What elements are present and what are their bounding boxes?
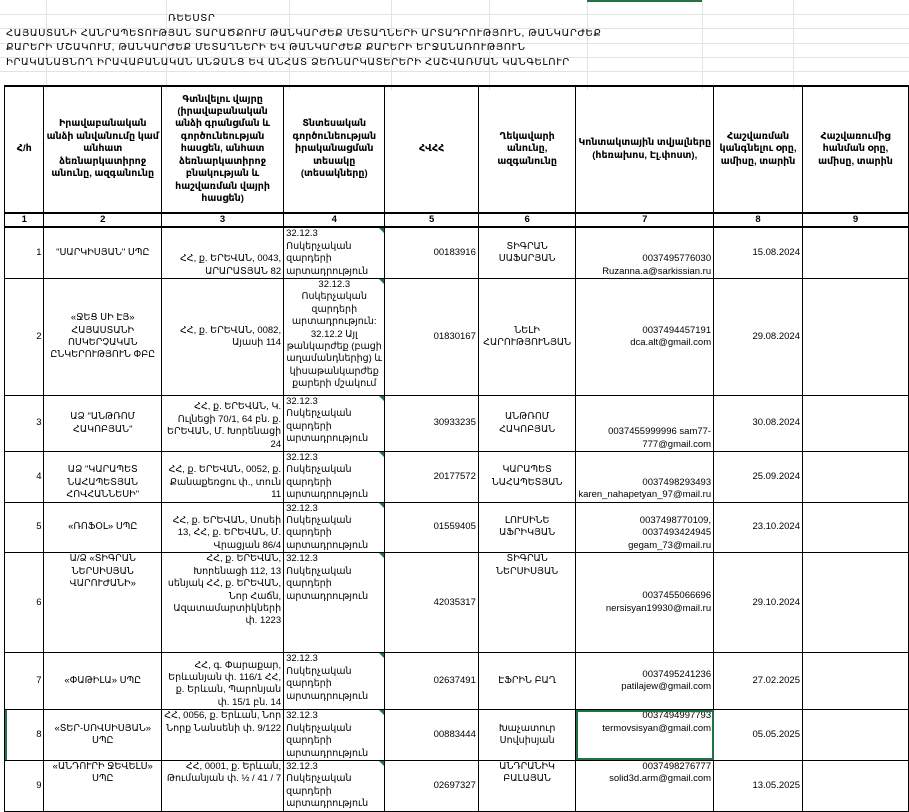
column-number[interactable]: 1 <box>5 213 44 227</box>
tax-id[interactable]: 20177572 <box>385 452 478 503</box>
row-number[interactable]: 3 <box>5 396 44 452</box>
row-number[interactable]: 5 <box>5 502 44 553</box>
header-cell[interactable]: Կոնտակտային տվյալները (հեռախոս, Էլ.փոստ), <box>576 86 714 213</box>
address[interactable]: ՀՀ, ք. ԵՐԵՎԱՆ, 0052, ք. Քանաքեռցու փ., տուն 11 <box>162 452 284 503</box>
activity[interactable] <box>284 279 385 396</box>
tax-id[interactable]: 42035317 <box>385 553 478 653</box>
table-row <box>5 653 909 710</box>
title-line-1[interactable]: ՀԱՅԱՍՏԱՆԻ ՀԱՆՐԱՊԵՏՈՒԹՅԱՆ ՏԱՐԱԾՔՈՒՄ ԹԱՆԿԱՐԺԵՔ ՄԵՏԱՂՆԵՐԻ ԱՐՏԱԴՐՈՒԹՅՈՒՆ, ԹԱՆԿԱՐԺԵՔ <box>6 27 602 39</box>
contact[interactable]: 0037498276777 solid3d.arm@gmail.com <box>576 760 714 811</box>
address[interactable]: ՀՀ, գ. Փարաքար, Երևանյան փ. 116/1 ՀՀ, ք. Երևան, Պարոնյան փ. 15/1 բն. 14 <box>162 653 284 710</box>
director-name[interactable]: ԱՆԴՐԱՆԻԿ ԲԱԼԱՅԱՆ <box>478 760 576 811</box>
comment-marker <box>379 279 384 284</box>
registration-date[interactable]: 13.05.2025 <box>714 760 803 811</box>
tax-id[interactable]: 01830167 <box>385 279 478 396</box>
header-cell[interactable]: Տնտեսական գործունեության իրականացման տեսակը (տեսակները) <box>284 86 385 213</box>
comment-marker <box>379 503 384 508</box>
title-block <box>6 12 602 70</box>
address[interactable]: ՀՀ, 0056, ք. Երևան, Նոր Նորք Նանսենի փ. 9/122 <box>162 710 284 761</box>
registration-date[interactable]: 30.08.2024 <box>714 396 803 452</box>
deregistration-date[interactable] <box>802 653 908 710</box>
contact[interactable]: 0037455999996 sam77-777@gmail.com <box>576 396 714 452</box>
table-row <box>5 502 909 553</box>
header-cell[interactable]: ՀՎՀՀ <box>385 86 478 213</box>
column-number[interactable]: 4 <box>284 213 385 227</box>
activity-text: 32.12.3 Ոսկերչական զարդերի արտադրություն <box>286 553 369 602</box>
tax-id[interactable]: 01559405 <box>385 502 478 553</box>
table-row <box>5 452 909 503</box>
activity-text: 32.12.3 Ոսկերչական զարդերի արտադրություն <box>286 710 369 759</box>
activity[interactable] <box>284 227 385 278</box>
column-number[interactable]: 5 <box>385 213 478 227</box>
row-number[interactable]: 9 <box>5 760 44 811</box>
comment-marker <box>379 653 384 658</box>
activity[interactable] <box>284 653 385 710</box>
company-name[interactable]: «ՋԵՑ ՍԻ ԷՅ» ՀԱՅԱՍՏԱՆԻ ՈՍԿԵՐՉԱԿԱՆ ԸՆԿԵՐՈՒԹՅՈՒՆ ՓԲԸ <box>44 279 162 396</box>
contact[interactable]: 0037495776030 Ruzanna.a@sarkissian.ru <box>576 227 714 278</box>
registration-date[interactable]: 05.05.2025 <box>714 710 803 761</box>
company-name[interactable]: «ՏԵՐ-ՍՈՎՍԻՍՅԱՆ» ՍՊԸ <box>44 710 162 761</box>
contact[interactable]: 0037495241236 patilajew@gmail.com <box>576 653 714 710</box>
title-line-2[interactable]: ՔԱՐԵՐԻ ՄՇԱԿՈՒՄ, ԹԱՆԿԱՐԺԵՔ ՄԵՏԱՂՆԵՐԻ ԵՎ ԹԱՆԿԱՐԺԵՔ ՔԱՐԵՐԻ ԵՐՋԱՆԱՌՈՒԹՅՈՒՆ <box>6 42 526 53</box>
activity-text: 32.12.3 Ոսկերչական զարդերի արտադրություն: 32.12.2 Այլ թանկարժեք (բացի աղամանդներից) և կիսաթանկարժեք քարերի մշակում <box>286 279 383 390</box>
table-row <box>5 553 909 653</box>
row-number[interactable]: 4 <box>5 452 44 503</box>
table-row <box>5 710 909 761</box>
comment-marker <box>379 761 384 766</box>
registration-date[interactable]: 29.08.2024 <box>714 279 803 396</box>
deregistration-date[interactable] <box>802 227 908 278</box>
table-row <box>5 396 909 452</box>
activity[interactable] <box>284 553 385 653</box>
activity[interactable] <box>284 452 385 503</box>
registration-date[interactable]: 29.10.2024 <box>714 553 803 653</box>
activity-text: 32.12.3 Ոսկերչական զարդերի արտադրություն <box>286 452 369 501</box>
row-number[interactable]: 6 <box>5 553 44 653</box>
row-number[interactable]: 7 <box>5 653 44 710</box>
tax-id[interactable]: 02637491 <box>385 653 478 710</box>
company-name[interactable]: ԱՁ "ԿԱՐԱՊԵՏ ՆԱՀԱՊԵՏՅԱՆ ՀՈՎՀԱՆՆԵՍԻ" <box>44 452 162 503</box>
comment-marker <box>379 710 384 715</box>
activity[interactable] <box>284 396 385 452</box>
row-number[interactable]: 8 <box>5 710 44 761</box>
activity[interactable] <box>284 760 385 811</box>
comment-marker <box>379 452 384 457</box>
tax-id[interactable]: 30933235 <box>385 396 478 452</box>
address[interactable]: ՀՀ, ք. ԵՐԵՎԱՆ, Խորենացի 112, 13 սենյակ ՀՀ, ք. ԵՐԵՎԱՆ, Նոր Հաճն, Ազատամարտիկների փ. 1223 <box>162 553 284 653</box>
header-row <box>5 86 909 213</box>
deregistration-date[interactable] <box>802 553 908 653</box>
activity-text: 32.12.3 Ոսկերչական զարդերի արտադրություն <box>286 760 369 810</box>
selection-edge <box>587 0 702 2</box>
director-name[interactable]: ՆԵԼԻ ՀԱՐՈՒԹՅՈՒՆՅԱՆ <box>478 279 576 396</box>
director-name[interactable]: ԷՖՐԻՆ ԲԱՂ <box>478 653 576 710</box>
contact[interactable]: 0037498770109, 0037493424945 gegam_73@mail.ru <box>576 502 714 553</box>
column-number[interactable]: 3 <box>162 213 284 227</box>
comment-marker <box>379 553 384 558</box>
column-number[interactable]: 7 <box>576 213 714 227</box>
gridline <box>0 71 909 72</box>
header-cell[interactable]: Իրավաբանական անձի անվանումը կամ անհատ ձեռնարկատիրոջ անունը, ազգանունը <box>44 86 162 213</box>
company-name[interactable]: "ՍԱՐԿԻՍՅԱՆ" ՍՊԸ <box>44 227 162 278</box>
address[interactable]: ՀՀ, ք. ԵՐԵՎԱՆ, Սոսեի 13, ՀՀ, ք. ԵՐԵՎԱՆ, Մ. Վրացյան 86/4 <box>162 502 284 553</box>
director-name[interactable]: ՏԻԳՐԱՆ ՆԵՐՍԻՍՅԱՆ <box>478 553 576 653</box>
header-cell[interactable]: Ղեկավարի անունը, ազգանունը <box>478 86 576 213</box>
activity[interactable] <box>284 710 385 761</box>
table-row <box>5 279 909 396</box>
contact[interactable]: 0037494457191 dca.alt@gmail.com <box>576 279 714 396</box>
tax-id[interactable]: 02697327 <box>385 760 478 811</box>
column-number[interactable]: 6 <box>478 213 576 227</box>
registration-date[interactable]: 25.09.2024 <box>714 452 803 503</box>
address[interactable]: ՀՀ, ք. ԵՐԵՎԱՆ, Կ. Ուլնեցի 70/1, 64 բն. ք. ԵՐԵՎԱՆ, Մ. Խորենացի 24 <box>162 396 284 452</box>
deregistration-date[interactable] <box>802 396 908 452</box>
row-number[interactable]: 1 <box>5 227 44 278</box>
header-cell[interactable]: Հաշվառման կանգնելու օրը, ամիսը, տարին <box>714 86 803 213</box>
director-name[interactable]: ՏԻԳՐԱՆ ՍԱՖԱՐՅԱՆ <box>478 227 576 278</box>
tax-id[interactable]: 00183916 <box>385 227 478 278</box>
activity-text: 32.12.3 Ոսկերչական զարդերի արտադրություն <box>286 228 369 277</box>
tax-id[interactable]: 00883444 <box>385 710 478 761</box>
director-name[interactable]: ԼՈՒՍԻՆԵ ԱՖՐԻԿՅԱՆ <box>478 502 576 553</box>
director-name[interactable]: Խաչատուր Սովսիսյան <box>478 710 576 761</box>
company-name[interactable]: «ՌՈՖՕԼ» ՍՊԸ <box>44 502 162 553</box>
registration-date[interactable]: 23.10.2024 <box>714 502 803 553</box>
deregistration-date[interactable] <box>802 502 908 553</box>
contact-selected-cell[interactable]: 0037494997793 termovsisyan@gmail.com <box>576 710 714 761</box>
registration-date[interactable]: 27.02.2025 <box>714 653 803 710</box>
director-name[interactable]: ԿԱՐԱՊԵՏ ՆԱՀԱՊԵՏՅԱՆ <box>478 452 576 503</box>
activity[interactable] <box>284 502 385 553</box>
director-name[interactable]: ԱՆԹՌՈՄ ՀԱԿՈԲՅԱՆ <box>478 396 576 452</box>
deregistration-date[interactable] <box>802 760 908 811</box>
header-cell[interactable]: Գտնվելու վայրը (իրավաբանական անձի գրանցման և գործունեության հասցեն, անհատ ձեռնարկատիրոջ բնակության և հաշվառման վայրի հասցեն) <box>162 86 284 213</box>
register-title[interactable]: ՌԵԵՍՏՐ <box>168 13 216 24</box>
contact[interactable]: 0037498293493 karen_nahapetyan_97@mail.ru <box>576 452 714 503</box>
registration-date[interactable]: 15.08.2024 <box>714 227 803 278</box>
title-line-3[interactable]: ԻՐԱԿԱՆԱՑՆՈՂ ԻՐԱՎԱԲԱՆԱԿԱՆ ԱՆՁԱՆՑ ԵՎ ԱՆՀԱՏ ՁԵՌՆԱՐԿԱՏԵՐԵՐԻ ՀԱՇՎԱՌՄԱՆ ԿԱՆԳԵԼՈՒՐ <box>6 56 570 68</box>
column-number[interactable]: 2 <box>44 213 162 227</box>
comment-marker <box>379 228 384 233</box>
table-row <box>5 227 909 278</box>
address[interactable]: ՀՀ, ք. ԵՐԵՎԱՆ, 0082, Այասի 114 <box>162 279 284 396</box>
register-table <box>4 85 909 812</box>
header-cell[interactable]: Հ/հ <box>5 86 44 213</box>
comment-marker <box>379 396 384 401</box>
address[interactable]: ՀՀ, 0001, ք. Երևան, Թումանյան փ. ½ / 41 / 7 <box>162 760 284 811</box>
table-row <box>5 760 909 811</box>
deregistration-date[interactable] <box>802 452 908 503</box>
company-name[interactable]: Ա/Ձ «ՏԻԳՐԱՆ ՆԵՐՍԻՍՅԱՆ ՎԱՐՈՒԺԱՆԻ» <box>44 553 162 653</box>
column-number[interactable]: 8 <box>714 213 803 227</box>
company-name[interactable]: «ԱՆԴՈՒՐԻ ՋԵՎԵԼՍ» ՍՊԸ <box>44 760 162 811</box>
row-number[interactable]: 2 <box>5 279 44 396</box>
column-number-row <box>5 213 909 227</box>
deregistration-date[interactable] <box>802 710 908 761</box>
activity-text: 32.12.3 Ոսկերչական զարդերի արտադրություն <box>286 396 369 445</box>
activity-text: 32.12.3 Ոսկերչական զարդերի արտադրություն <box>286 653 369 702</box>
contact[interactable]: 0037455066696 nersisyan19930@mail.ru <box>576 553 714 653</box>
header-cell[interactable]: Հաշվառումից հանման օրը, ամիսը, տարին <box>802 86 908 213</box>
company-name[interactable]: ԱՁ "ԱՆԹՌՈՄ ՀԱԿՈԲՅԱՆ" <box>44 396 162 452</box>
company-name[interactable]: «ՓԱԹԻԼԱ» ՍՊԸ <box>44 653 162 710</box>
deregistration-date[interactable] <box>802 279 908 396</box>
activity-text: 32.12.3 Ոսկերչական զարդերի արտադրություն <box>286 502 369 551</box>
column-number[interactable]: 9 <box>802 213 908 227</box>
address[interactable]: ՀՀ, ք. ԵՐԵՎԱՆ, 0043, ԱՐԱՐԱՏՅԱՆ 82 <box>162 227 284 278</box>
